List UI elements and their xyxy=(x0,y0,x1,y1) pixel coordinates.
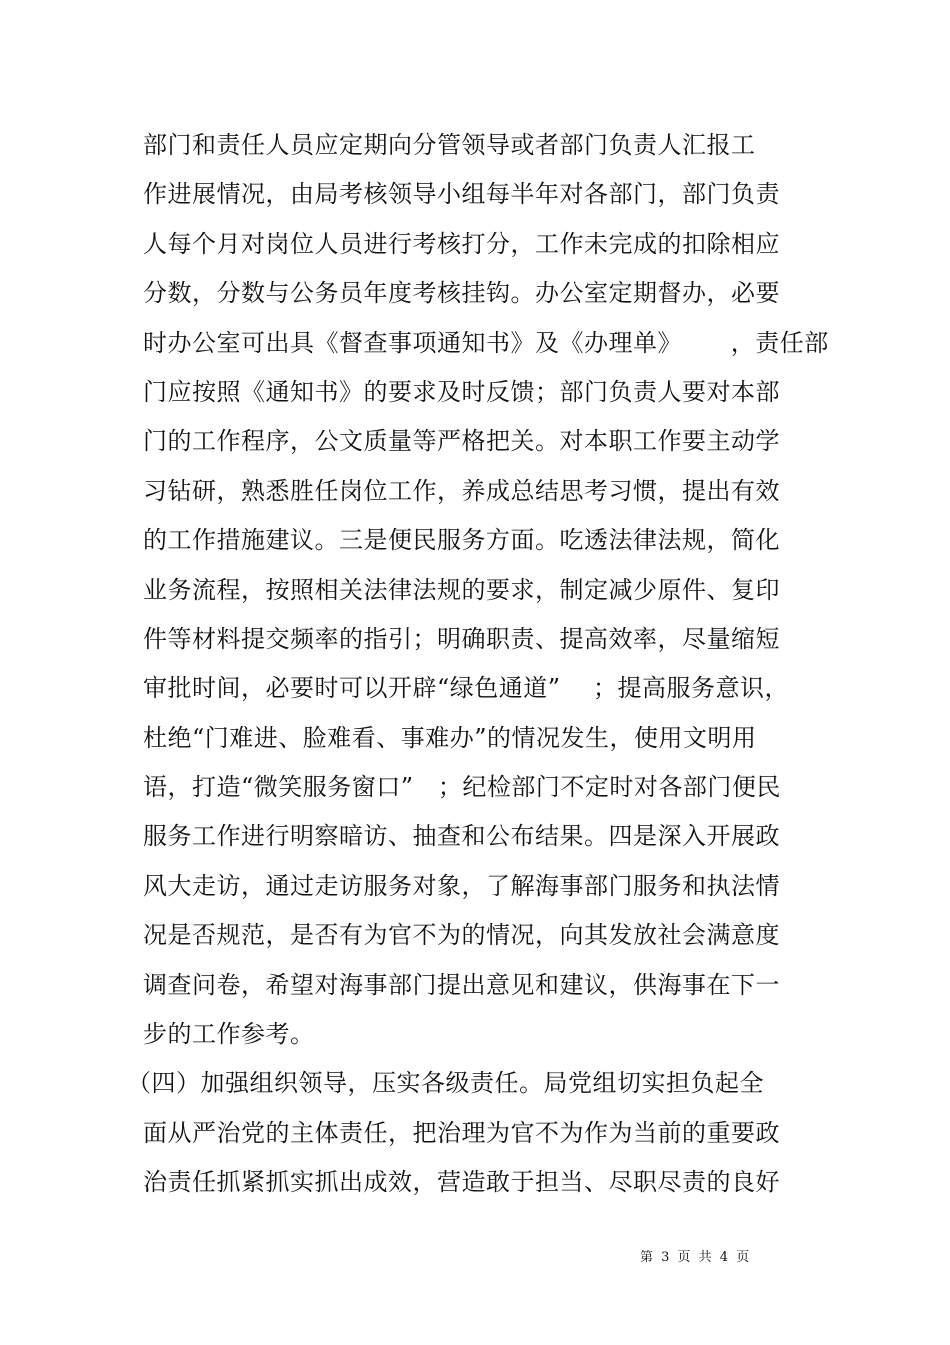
text-line: 件等材料提交频率的指引；明确职责、提高效率，尽量缩短 xyxy=(143,624,780,653)
text-line: 治责任抓紧抓实抓出成效，营造敢于担当、尽职尽责的良好 xyxy=(143,1168,780,1197)
page-number: 第 3 页 共 4 页 xyxy=(640,1250,752,1265)
text-line: 习钻研，熟悉胜任岗位工作，养成总结思考习惯，提出有效 xyxy=(143,476,780,505)
text-line: 门应按照《通知书》的要求及时反馈；部门负责人要对本部 xyxy=(143,377,780,406)
text-line: 部门和责任人员应定期向分管领导或者部门负责人汇报工 xyxy=(143,131,756,159)
text-line: 业务流程，按照相关法律法规的要求，制定减少原件、复印 xyxy=(143,575,780,604)
text-line: 服务工作进行明察暗访、抽查和公布结果。四是深入开展政 xyxy=(143,822,780,851)
text-line: 人每个月对岗位人员进行考核打分，工作未完成的扣除相应 xyxy=(143,229,780,258)
text-line: 况是否规范，是否有为官不为的情况，向其发放社会满意度 xyxy=(143,921,780,950)
text-line: 语，打造“微笑服务窗口” ；纪检部门不定时对各部门便民 xyxy=(143,773,781,802)
text-line: 的工作措施建议。三是便民服务方面。吃透法律法规，简化 xyxy=(143,526,780,555)
body-text xyxy=(127,121,829,1208)
text-line: 步的工作参考。 xyxy=(143,1020,315,1049)
text-line: 时办公室可出具《督查事项通知书》及《办理单》 ，责任部 xyxy=(143,328,829,357)
text-line: 风大走访，通过走访服务对象，了解海事部门服务和执法情 xyxy=(143,871,780,900)
text-line: 面从严治党的主体责任，把治理为官不为作为当前的重要政 xyxy=(143,1118,780,1147)
text-line: 杜绝“门难进、脸难看、事难办”的情况发生，使用文明用 xyxy=(143,723,757,752)
text-line: 分数，分数与公务员年度考核挂钩。办公室定期督办，必要 xyxy=(143,279,780,308)
text-line: 调查问卷，希望对海事部门提出意见和建议，供海事在下一 xyxy=(143,970,780,999)
text-line: 门的工作程序，公文质量等严格把关。对本职工作要主动学 xyxy=(143,427,780,456)
text-line: 作进展情况，由局考核领导小组每半年对各部门，部门负责 xyxy=(143,180,780,209)
text-line: 审批时间，必要时可以开辟“绿色通道” ；提高服务意识， xyxy=(143,674,790,703)
section-heading-line: （四）加强组织领导，压实各级责任。局党组切实担负起全 xyxy=(127,1069,764,1098)
